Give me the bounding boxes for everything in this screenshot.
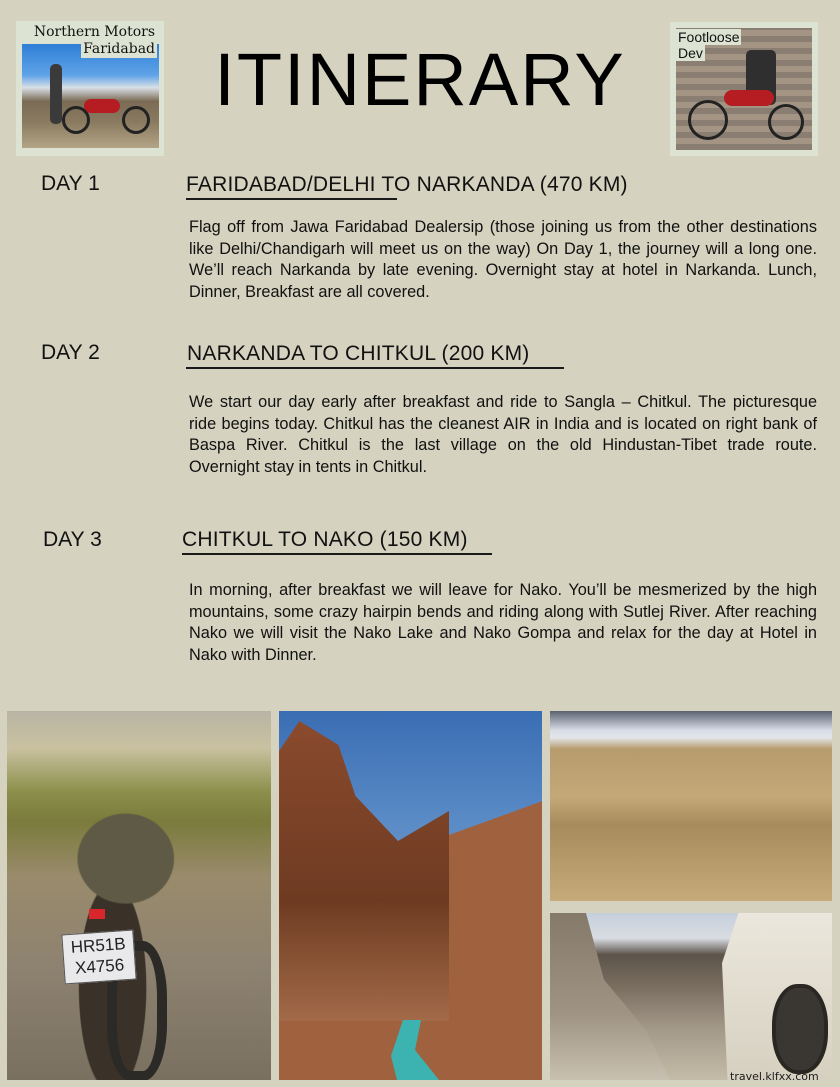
canyon-river-photo [279,711,542,1080]
day-3-description: In morning, after breakfast we will leave for Nako. You’ll be mesmerized by the high mountains, some crazy hairpin bends and riding along with Sutlej River. After reaching Nako we will visit the Nako Lake and Nako Gompa and relax for the day at Hotel in Nako with Dinner. [189,581,817,664]
day-2-description: We start our day early after breakfast and ride to Sangla – Chitkul. The picturesque ride begins today. Chitkul has the cleanest AIR in India and is located on right bank of Baspa River. Chitkul is the last village on the old Hindustan-Tibet trade route. Overnight stay in tents in Chitkul. [189,393,817,476]
jeep-mountain-road-photo [550,913,832,1080]
logo-line-2: Dev [678,45,703,61]
page-title: ITINERARY [214,38,626,121]
watermark: travel.klfxx.com [730,1070,819,1083]
day-1-label: DAY 1 [41,172,100,195]
plate-line-2: X4756 [74,955,125,978]
logo-line-1: Footloose [678,29,740,45]
day-1-description: Flag off from Jawa Faridabad Dealersip (those joining us from the other destinations like Delhi/Chandigarh will meet us on the way) On Day 1, the journey will a long one. We’ll reach Narkanda by late evening. Overnight stay at hotel in Narkanda. Lunch, Dinner, Breakfast are all covered. [189,218,817,301]
logo-line-1: Northern Motors [33,24,155,40]
hairpin-mountain-photo [550,711,832,901]
license-plate [61,930,136,985]
logo-caption [676,29,741,61]
plate-line-1: HR51B [70,934,127,957]
day-3-heading: CHITKUL TO NAKO (150 KM) [182,528,468,551]
day-2-underline [186,367,564,369]
day-3-label: DAY 3 [43,528,102,551]
day-2-label: DAY 2 [41,341,100,364]
logo-line-2: Faridabad [83,41,155,57]
day-2-heading: NARKANDA TO CHITKUL (200 KM) [187,342,530,365]
day-1-underline [186,198,397,200]
day-3-underline [182,553,492,555]
tail-light [89,909,105,919]
day-1-heading: FARIDABAD/DELHI TO NARKANDA (470 KM) [186,173,628,196]
footloose-dev-logo [670,22,818,156]
motorcycle-dirt-road-photo [7,711,271,1080]
